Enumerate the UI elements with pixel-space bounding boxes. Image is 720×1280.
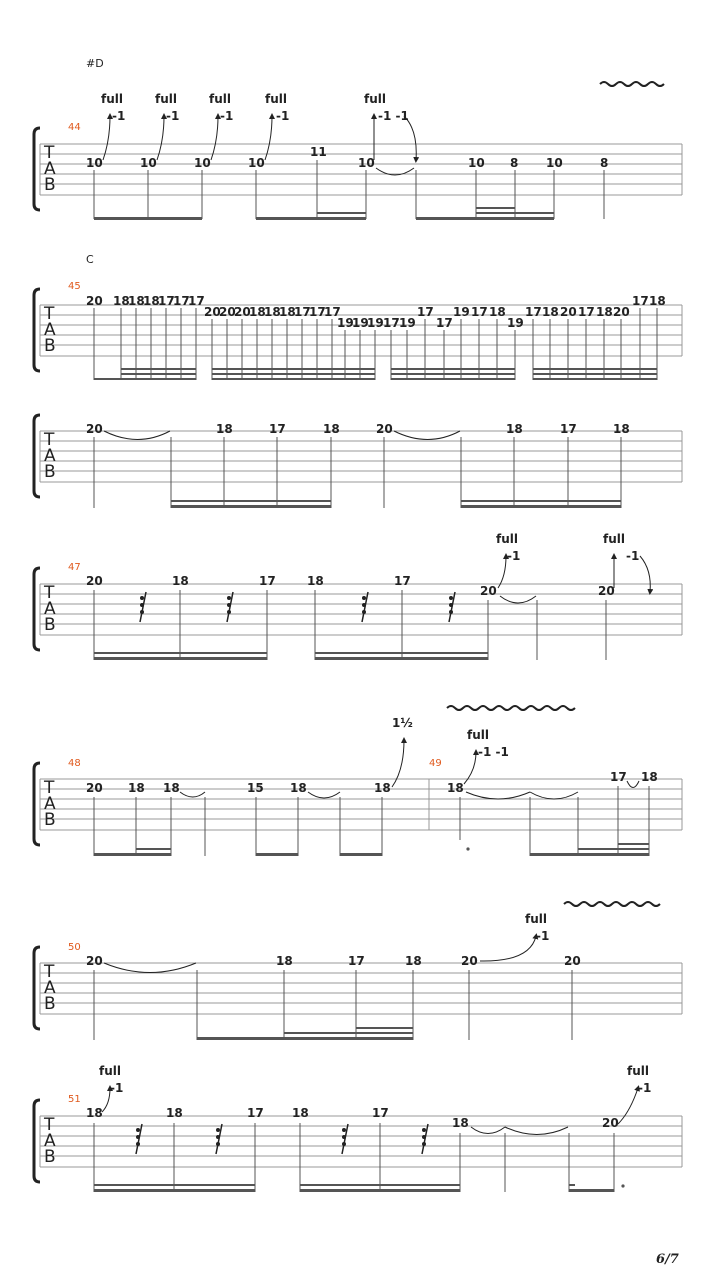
fret-number: 20	[613, 305, 630, 319]
tab-clef-letter: A	[44, 978, 56, 998]
tab-clef-letter: A	[44, 159, 56, 179]
system-bracket	[34, 763, 40, 845]
svg-text:-1: -1	[638, 1081, 652, 1095]
system-bracket	[34, 568, 40, 650]
fret-number: 18	[405, 954, 422, 968]
fret-number: 20	[86, 954, 103, 968]
fret-number: 18	[143, 294, 160, 308]
fret-number: 18	[172, 574, 189, 588]
fret-number: 17	[324, 305, 341, 319]
system-bracket	[34, 415, 40, 497]
tab-clef-letter: T	[44, 1115, 55, 1135]
measure-number: 48	[68, 758, 81, 769]
page-number: 6/7	[656, 1252, 679, 1267]
fret-number: 20	[86, 294, 103, 308]
fret-number: 20	[560, 305, 577, 319]
system-2	[34, 253, 682, 380]
fret-number: 17	[436, 316, 453, 330]
tab-clef-letter: T	[44, 430, 55, 450]
svg-text:-1 -1: -1 -1	[478, 745, 509, 759]
tab-clef-letter: T	[44, 778, 55, 798]
bends	[480, 912, 549, 961]
fret-number: 10	[140, 156, 157, 170]
fret-number: 20	[219, 305, 236, 319]
fret-number: 18	[113, 294, 130, 308]
fret-number: 18	[128, 781, 145, 795]
fret-number: 20	[602, 1116, 619, 1130]
fret-number: 20	[234, 305, 251, 319]
fret-number: 18	[452, 1116, 469, 1130]
fret-number: 18	[596, 305, 613, 319]
tab-clef-letter: T	[44, 962, 55, 982]
svg-text:-1: -1	[626, 549, 640, 563]
bends	[496, 532, 650, 603]
fret-number: 17	[372, 1106, 389, 1120]
fret-number: 8	[600, 156, 609, 170]
fret-number: 8	[510, 156, 519, 170]
fret-number: 18	[374, 781, 391, 795]
fret-number: 18	[249, 305, 266, 319]
fret-number: 11	[310, 145, 327, 159]
tremolo-marks	[136, 1124, 428, 1154]
system-bracket	[34, 947, 40, 1029]
fret-number: 20	[86, 781, 103, 795]
fret-number: 18	[264, 305, 281, 319]
svg-text:full: full	[627, 1064, 649, 1078]
fret-number: 17	[269, 422, 286, 436]
tab-clef-letter: A	[44, 320, 56, 340]
fret-number: 10	[194, 156, 211, 170]
fret-number: 20	[86, 422, 103, 436]
fret-number: 18	[447, 781, 464, 795]
fret-number: 17	[294, 305, 311, 319]
notes	[86, 145, 608, 170]
tab-clef-letter: B	[44, 810, 56, 830]
chord-symbol: #D	[86, 57, 104, 70]
fret-number: 19	[337, 316, 354, 330]
beams	[171, 500, 621, 508]
rhythm-stems	[94, 160, 604, 219]
staff-lines	[40, 431, 682, 482]
svg-text:-1: -1	[112, 109, 126, 123]
fret-number: 18	[613, 422, 630, 436]
svg-text:full: full	[603, 532, 625, 546]
fret-number: 10	[468, 156, 485, 170]
notes	[86, 422, 630, 436]
svg-text:-1 -1: -1 -1	[378, 109, 409, 123]
tab-clef-letter: T	[44, 304, 55, 324]
system-7	[34, 1064, 682, 1192]
fret-number: 17	[173, 294, 190, 308]
fret-number: 17	[394, 574, 411, 588]
notes	[86, 954, 581, 968]
fret-number: 10	[546, 156, 563, 170]
fret-number: 17	[247, 1106, 264, 1120]
fret-number: 18	[216, 422, 233, 436]
svg-text:full: full	[155, 92, 177, 106]
tremolo-dots	[140, 596, 453, 614]
tab-clef-letter: B	[44, 462, 56, 482]
tab-clef-letter: A	[44, 1131, 56, 1151]
fret-number: 17	[610, 770, 627, 784]
svg-text:full: full	[265, 92, 287, 106]
fret-number: 10	[358, 156, 375, 170]
fret-number: 20	[598, 584, 615, 598]
measure-number: 45	[68, 281, 81, 292]
fret-number: 17	[309, 305, 326, 319]
fret-number: 19	[352, 316, 369, 330]
system-bracket	[34, 128, 40, 210]
fret-number: 20	[376, 422, 393, 436]
fret-number: 18	[163, 781, 180, 795]
rhythm-stems	[94, 970, 572, 1040]
tab-clef-letter: B	[44, 1147, 56, 1167]
system-bracket	[34, 1100, 40, 1182]
fret-number: 18	[307, 574, 324, 588]
chord-symbol: C	[86, 253, 94, 266]
tab-clef-letter: A	[44, 446, 56, 466]
svg-text:-1: -1	[276, 109, 290, 123]
tab-clef-letter: A	[44, 599, 56, 619]
ties	[104, 963, 196, 973]
notes	[86, 770, 658, 795]
rhythm-stems	[94, 437, 621, 508]
system-4	[34, 532, 682, 660]
fret-number: 18	[279, 305, 296, 319]
fret-number: 19	[453, 305, 470, 319]
measure-number: 44	[68, 122, 81, 133]
staff-lines	[40, 1116, 682, 1167]
fret-number: 17	[383, 316, 400, 330]
fret-number: 18	[323, 422, 340, 436]
fret-number: 19	[507, 316, 524, 330]
fret-number: 17	[560, 422, 577, 436]
rhythm-stems	[94, 1123, 614, 1192]
tremolo-dots	[136, 1128, 426, 1146]
tab-clef-letter: B	[44, 615, 56, 635]
fret-number: 20	[480, 584, 497, 598]
fret-number: 20	[564, 954, 581, 968]
tab-clef-letter: B	[44, 994, 56, 1014]
system-6	[34, 902, 682, 1040]
tremolo-marks	[140, 592, 455, 622]
fret-number: 18	[276, 954, 293, 968]
fret-number: 18	[166, 1106, 183, 1120]
system-3	[34, 415, 682, 508]
staff-lines	[40, 963, 682, 1014]
fret-number: 17	[188, 294, 205, 308]
beams	[197, 1027, 413, 1040]
system-bracket	[34, 289, 40, 371]
vibrato-mark	[600, 82, 664, 86]
vibrato-mark	[564, 902, 660, 906]
fret-number: 18	[128, 294, 145, 308]
fret-number: 18	[86, 1106, 103, 1120]
tab-clef-letter: B	[44, 336, 56, 356]
fret-number: 15	[247, 781, 264, 795]
svg-text:-1: -1	[110, 1081, 124, 1095]
rhythm-stems	[94, 786, 649, 856]
svg-text:-1: -1	[536, 929, 550, 943]
fret-number: 17	[632, 294, 649, 308]
fret-number: 18	[506, 422, 523, 436]
beams	[94, 207, 554, 220]
system-1	[34, 57, 682, 220]
bends	[392, 716, 509, 787]
svg-text:full: full	[496, 532, 518, 546]
svg-text:full: full	[209, 92, 231, 106]
svg-text:full: full	[364, 92, 386, 106]
svg-text:-1: -1	[507, 549, 521, 563]
staff-lines	[40, 584, 682, 635]
fret-number: 17	[348, 954, 365, 968]
fret-number: 18	[292, 1106, 309, 1120]
tab-clefs	[43, 143, 56, 1167]
fret-number: 10	[248, 156, 265, 170]
tab-clef-letter: B	[44, 175, 56, 195]
fret-number: 18	[649, 294, 666, 308]
svg-text:full: full	[525, 912, 547, 926]
svg-text:full: full	[99, 1064, 121, 1078]
system-5	[34, 706, 682, 856]
fret-number: 18	[542, 305, 559, 319]
measure-number: 51	[68, 1094, 81, 1105]
fret-number: 10	[86, 156, 103, 170]
fret-number: 19	[367, 316, 384, 330]
measure-number: 47	[68, 562, 81, 573]
tab-clef-letter: T	[44, 583, 55, 603]
measure-number: 49	[429, 758, 442, 769]
fret-number: 18	[290, 781, 307, 795]
measure-number: 50	[68, 942, 81, 953]
fret-number: 17	[417, 305, 434, 319]
fret-number: 17	[158, 294, 175, 308]
svg-text:full: full	[101, 92, 123, 106]
svg-text:-1: -1	[166, 109, 180, 123]
fret-number: 17	[578, 305, 595, 319]
svg-text:1½: 1½	[392, 716, 413, 730]
beams	[94, 652, 488, 660]
svg-text:full: full	[467, 728, 489, 742]
fret-number: 19	[399, 316, 416, 330]
fret-number: 17	[525, 305, 542, 319]
svg-text:-1: -1	[220, 109, 234, 123]
fret-number: 20	[204, 305, 221, 319]
tab-clef-letter: T	[44, 143, 55, 163]
beams	[94, 843, 649, 856]
fret-number: 20	[461, 954, 478, 968]
fret-number: 17	[259, 574, 276, 588]
fret-number: 18	[489, 305, 506, 319]
fret-number: 17	[471, 305, 488, 319]
fret-number: 20	[86, 574, 103, 588]
vibrato-mark	[447, 706, 575, 710]
fret-number: 18	[641, 770, 658, 784]
ties	[471, 1127, 568, 1135]
tab-clef-letter: A	[44, 794, 56, 814]
